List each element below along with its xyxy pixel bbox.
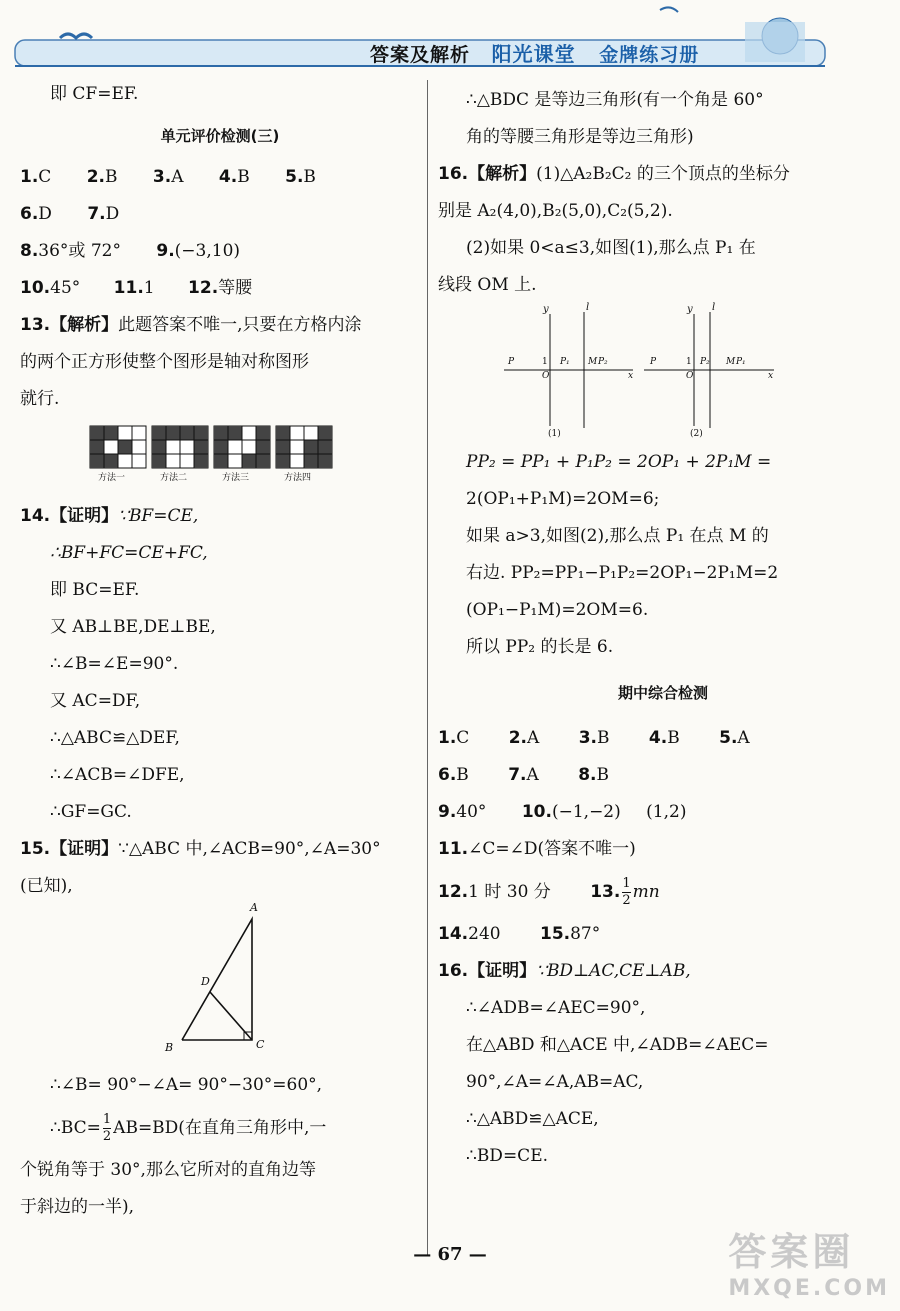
line: 又 AB⊥BE,DE⊥BE, [50,617,216,637]
watermark-url: MXQE.COM [728,1276,890,1301]
point-label: B [165,1041,174,1054]
right-column [438,82,888,1175]
q16-line: 16.【解析】(1)△A₂B₂C₂ 的三个顶点的坐标分 [438,164,790,184]
line: ∴△ABC≌△DEF, [50,728,180,748]
line: 即 BC=EF. [50,580,140,600]
answer-row: 10.45° 11.1 12.等腰 [20,278,253,298]
line: 个锐角等于 30°,那么它所对的直角边等 [20,1160,316,1180]
line: 于斜边的一半), [20,1197,135,1217]
line: 角的等腰三角形是等边三角形) [466,127,694,147]
header-answers: 答案及解析 [370,44,471,66]
line: ∴△BDC 是等边三角形(有一个角是 60° [466,90,764,110]
q14-line: 14.【证明】∵BF=CE, [20,506,199,526]
answer-row: 6.D 7.D [20,204,120,224]
method-label: 方法三 [222,473,250,483]
triangle-figure [20,901,420,1067]
line: ∴GF=GC. [50,802,132,822]
line: 又 AC=DF, [50,691,141,711]
right-triangle-diagram [20,905,420,1067]
page-number: — 67 — [413,1244,487,1265]
grid-squares-figure [20,418,420,498]
line: 90°,∠A=∠A,AB=AC, [466,1072,644,1092]
method-label: 方法四 [284,473,312,483]
line: 在△ABD 和△ACE 中,∠ADB=∠AEC= [466,1035,769,1055]
watermark [728,1221,890,1301]
header-title [370,38,699,67]
fraction-line: ∴BC= $\frac{1}{2}$ AB=BD(在直角三角形中,一 [50,1112,327,1144]
line: ∴∠ADB=∠AEC=90°, [466,998,646,1018]
point-label: D [201,975,210,988]
line: 即 CF=EF. [50,84,139,104]
watermark-logo: 答案圈 [728,1230,855,1274]
q15-line: 15.【证明】∵△ABC 中,∠ACB=90°,∠A=30° [20,839,381,859]
line: ∴∠ACB=∠DFE, [50,765,185,785]
answer-row: 9.40° 10.(−1,−2) (1,2) [438,802,687,822]
section-title: 期中综合检测 [617,684,708,702]
answer-row: 1.C 2.A 3.B 4.B 5.A [438,728,750,748]
line: ∴∠B= 90°−∠A= 90°−30°=60°, [50,1075,323,1095]
line: 就行. [20,389,60,409]
method-label: 方法一 [98,473,126,483]
line: 如果 a>3,如图(2),那么点 P₁ 在点 M 的 [466,526,769,546]
line: 2(OP₁+P₁M)=2OM=6; [466,489,660,509]
header-book: 金牌练习册 [599,44,700,66]
line: ∴BD=CE. [466,1146,549,1166]
column-divider [427,80,428,1255]
line: PP₂ = PP₁ + P₁P₂ = 2OP₁ + 2P₁M = [466,452,772,472]
line: (OP₁−P₁M)=2OM=6. [466,600,649,620]
answer-row: 11.∠C=∠D(答案不唯一) [438,839,636,859]
left-column [20,76,420,1226]
q13-line: 13.【解析】此题答案不唯一,只要在方格内涂 [20,315,362,335]
coordinate-diagrams [438,304,888,444]
answer-row: 8.36°或 72° 9.(−3,10) [20,241,241,261]
answer-row: 12.1 时 30 分 13. $\frac{1}{2}$ mn [438,876,660,908]
plane-icon [660,7,678,12]
m16-line: 16.【证明】∵BD⊥AC,CE⊥AB, [438,961,691,981]
header-series: 阳光课堂 [491,42,576,66]
line: ∴∠B=∠E=90°. [50,654,179,674]
line: 右边. PP₂=PP₁−P₁P₂=2OP₁−2P₁M=2 [466,563,779,583]
section-title: 单元评价检测(三) [160,127,280,145]
line: ∴BF+FC=CE+FC, [50,543,208,563]
line: 别是 A₂(4,0),B₂(5,0),C₂(5,2). [438,201,673,221]
line: 的两个正方形使整个图形是轴对称图形 [20,352,309,372]
answer-row: 6.B 7.A 8.B [438,765,609,785]
point-label: A [250,901,258,914]
line: ∴△ABD≌△ACE, [466,1109,599,1129]
coordinate-figure: y l P 1 P₁ M P₂ O x (1) y l P 1 P₂ M P₁ O x (2) [438,304,888,444]
point-label: C [256,1038,265,1051]
line: (已知), [20,876,73,896]
line: 线段 OM 上. [438,275,537,295]
line: 所以 PP₂ 的长是 6. [466,637,614,657]
answer-row: 14.240 15.87° [438,924,601,944]
grid-figure [20,418,420,498]
answer-row: 1.C 2.B 3.A 4.B 5.B [20,167,316,187]
bird-icon [60,34,92,38]
line: (2)如果 0<a≤3,如图(1),那么点 P₁ 在 [466,238,756,258]
method-label: 方法二 [160,473,188,483]
page-header [0,0,900,80]
